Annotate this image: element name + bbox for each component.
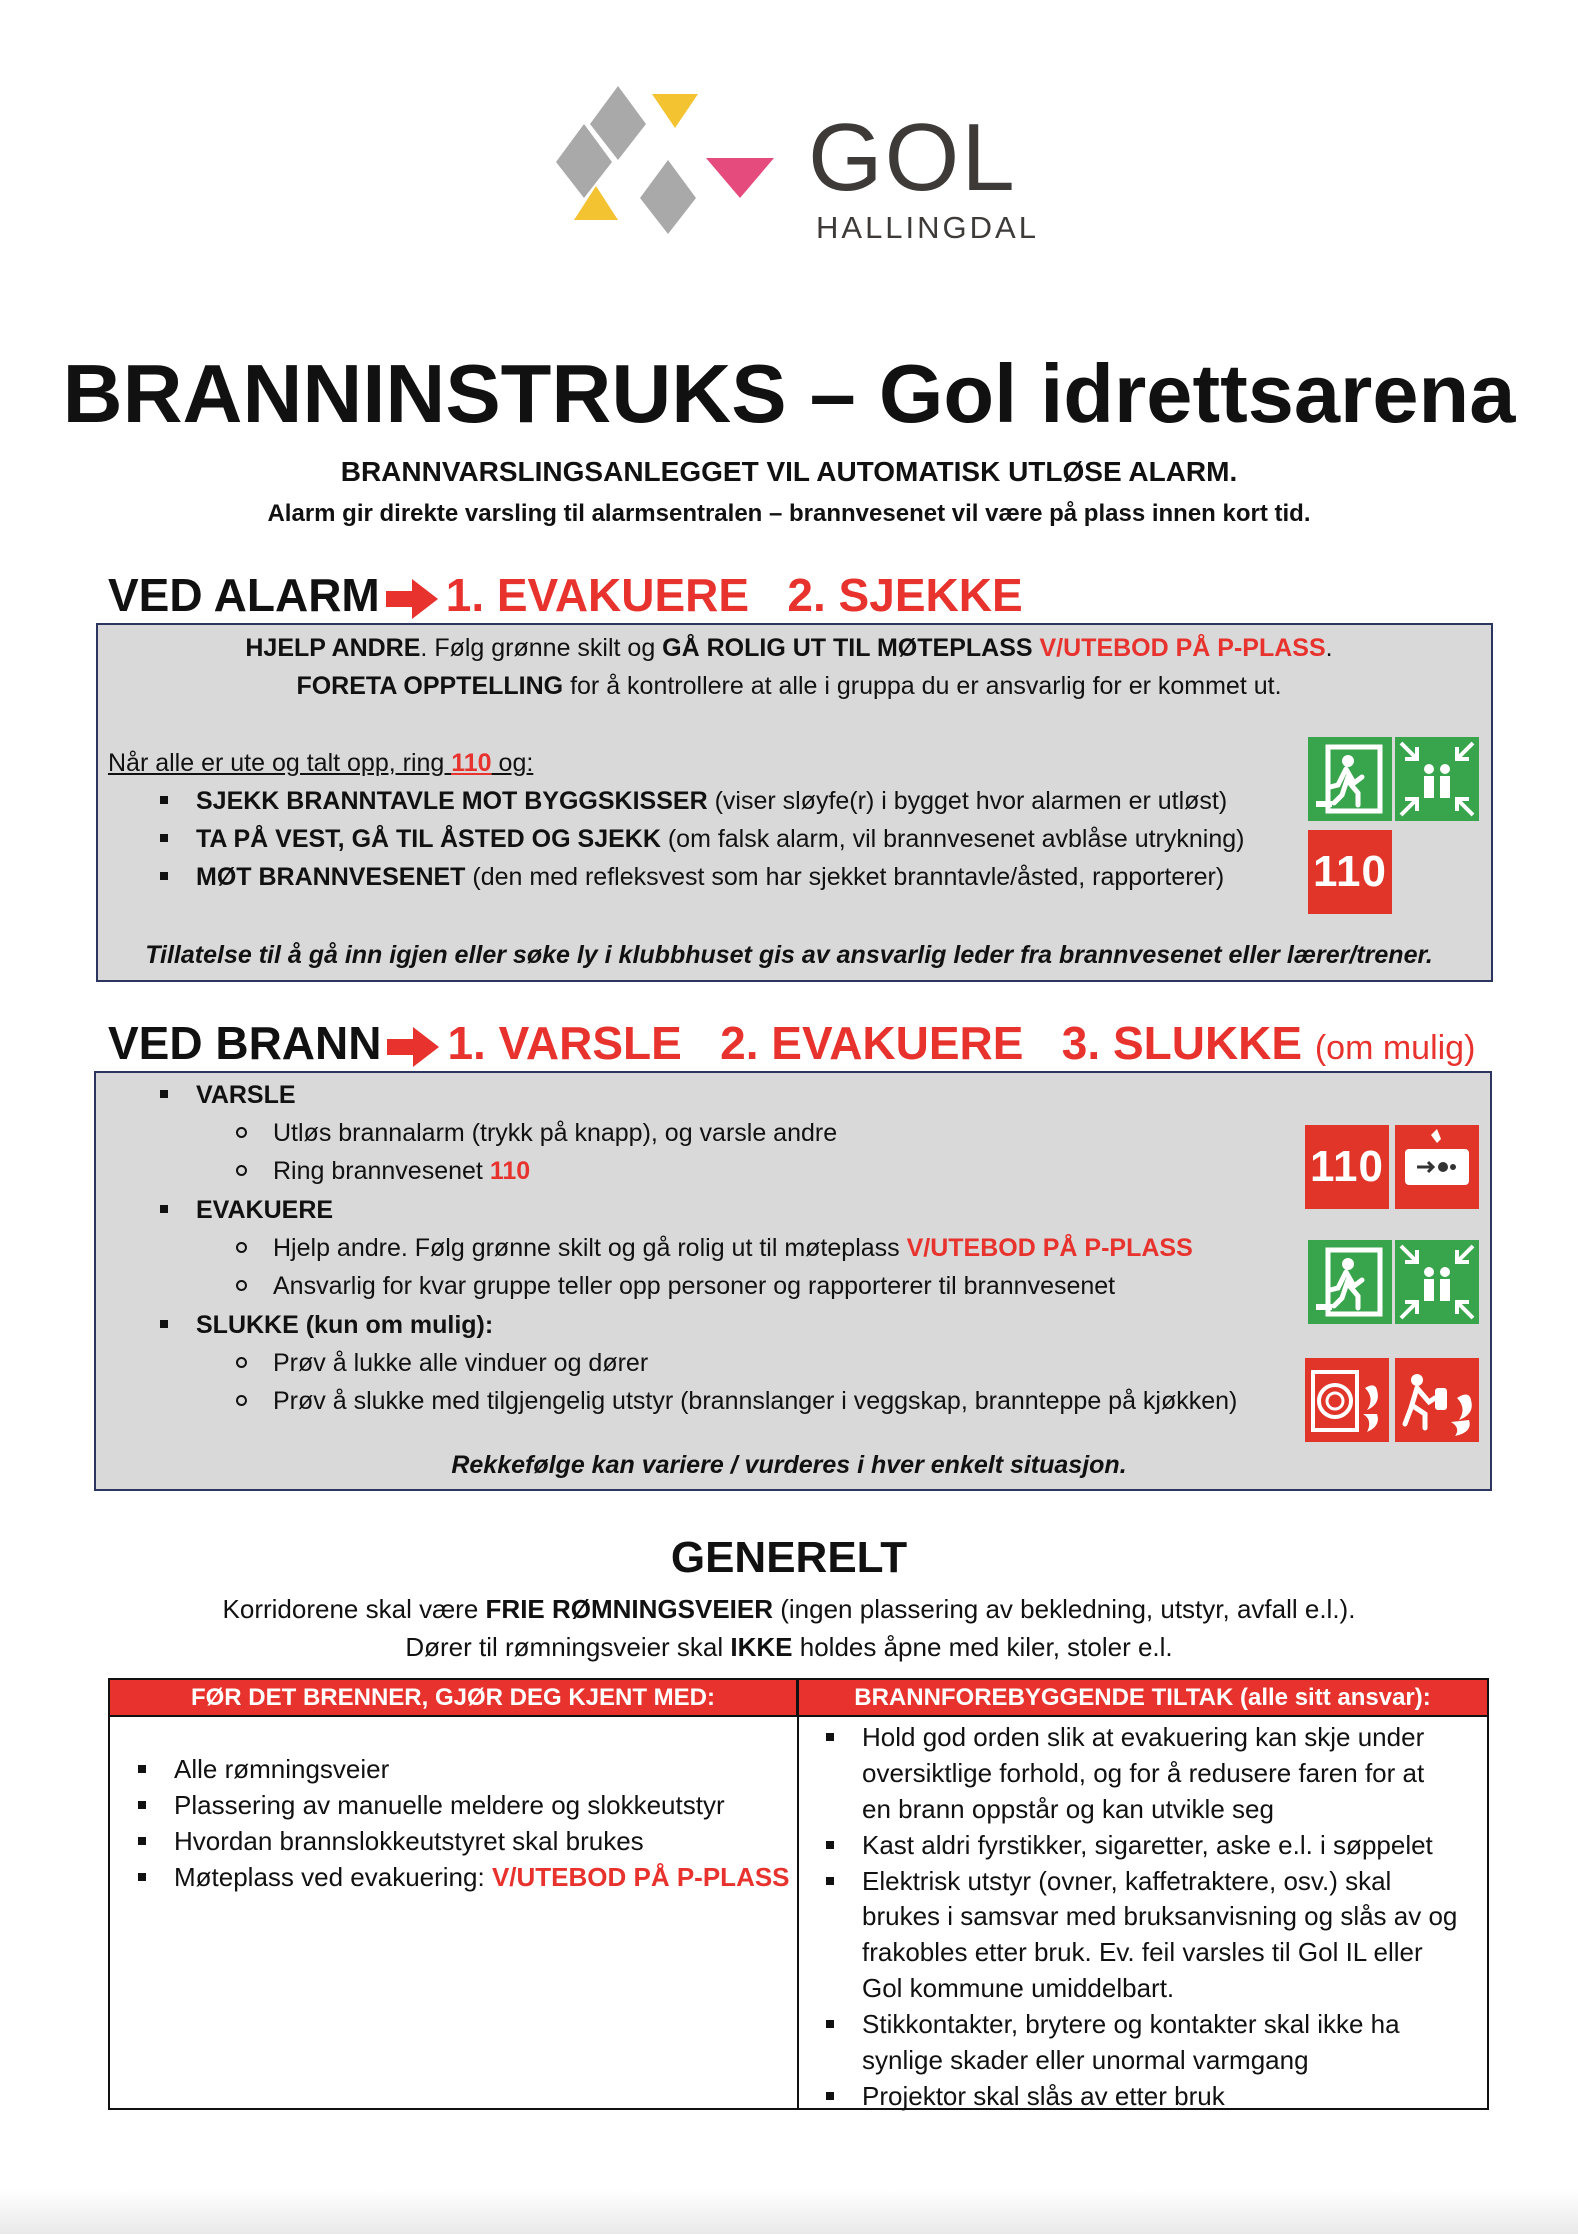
fire-slukke-2-text: Prøv å slukke med tilgjengelig utstyr (brannslanger i veggskap, brannteppe på kjøkken) bbox=[273, 1387, 1238, 1415]
alarm-call-line bbox=[108, 748, 533, 778]
alarm-item-2-bold: TA PÅ VEST, GÅ TIL ÅSTED OG SJEKK bbox=[196, 825, 661, 853]
bullet-icon bbox=[160, 834, 168, 842]
alarm-line-2 bbox=[0, 671, 1578, 701]
bullet-icon bbox=[160, 1090, 168, 1098]
alarm-line-2-b: for å kontrollere at alle i gruppa du er ansvarlig for er kommet ut. bbox=[563, 672, 1282, 700]
generelt-line-1 bbox=[0, 1594, 1578, 1625]
assembly-point-sign-icon bbox=[1395, 737, 1479, 821]
circle-bullet-icon bbox=[236, 1165, 247, 1176]
fire-evakuere-1-place: V/UTEBOD PÅ P-PLASS bbox=[906, 1234, 1193, 1262]
bullet-icon bbox=[160, 872, 168, 880]
emergency-exit-sign-icon bbox=[1308, 1240, 1392, 1324]
page-subtitle: BRANNVARSLINGSANLEGGET VIL AUTOMATISK UTLØSE ALARM. bbox=[340, 456, 1238, 487]
generelt-line-2-b: IKKE bbox=[730, 1632, 793, 1662]
list-item-cont: frakobles etter bruk. Ev. feil varsles til Gol IL eller bbox=[862, 1937, 1423, 1968]
bullet-icon bbox=[826, 1733, 834, 1741]
list-item-text: Stikkontakter, brytere og kontakter skal ikke ha bbox=[862, 2009, 1400, 2039]
meeting-place: V/UTEBOD PÅ P-PLASS bbox=[491, 1861, 790, 1892]
alarm-call-c: og: bbox=[491, 749, 534, 777]
fire-extinguisher-sign-icon bbox=[1395, 1358, 1479, 1442]
emergency-110-sign: 110 bbox=[1308, 830, 1392, 914]
fire-alarm-button-sign-icon bbox=[1395, 1125, 1479, 1209]
assembly-point-sign-icon bbox=[1395, 1240, 1479, 1324]
circle-bullet-icon bbox=[236, 1280, 247, 1291]
alarm-item-1-rest: (viser sløyfe(r) i bygget hvor alarmen er utløst) bbox=[707, 787, 1228, 815]
fire-evakuere-1-text: Hjelp andre. Følg grønne skilt og gå rolig ut til møteplass bbox=[273, 1234, 907, 1262]
generelt-table bbox=[108, 1678, 1489, 2110]
bullet-icon bbox=[138, 1801, 146, 1809]
generelt-line-1-a: Korridorene skal være bbox=[222, 1594, 486, 1624]
alarm-heading-steps: 1. EVAKUERE 2. SJEKKE bbox=[445, 569, 1023, 621]
generelt-line-2-c: holdes åpne med kiler, stoler e.l. bbox=[792, 1632, 1173, 1662]
list-item bbox=[826, 1828, 1457, 1864]
logo-diamond-grey-3 bbox=[640, 160, 696, 234]
alarm-item-1 bbox=[160, 786, 1227, 816]
fire-varsle-2-text: Ring brannvesenet bbox=[273, 1157, 490, 1185]
alarm-line-1-b: . Følg grønne skilt og bbox=[420, 634, 663, 662]
bullet-icon bbox=[138, 1837, 146, 1845]
bullet-icon bbox=[160, 1320, 168, 1328]
generelt-line-2-a: Dører til rømningsveier skal bbox=[405, 1632, 731, 1662]
page-bottom-shade bbox=[0, 2190, 1578, 2234]
fire-evakuere-2-text: Ansvarlig for kvar gruppe teller opp personer og rapporterer til brannvesenet bbox=[273, 1272, 1116, 1300]
fire-hose-sign-icon bbox=[1305, 1358, 1389, 1442]
alarm-item-2 bbox=[160, 824, 1244, 854]
bullet-icon bbox=[160, 796, 168, 804]
fire-varsle-2-number: 110 bbox=[489, 1157, 531, 1185]
alarm-note: Tillatelse til å gå inn igjen eller søke ly i klubbhuset gis av ansvarlig leder fra brannvesenet eller lærer/trener. bbox=[145, 941, 1433, 969]
alarm-item-3-bold: MØT BRANNVESENET bbox=[196, 863, 466, 891]
fire-evakuere-2 bbox=[236, 1271, 1115, 1301]
fire-heading-note: (om mulig) bbox=[1314, 1029, 1476, 1067]
list-item-text: Kast aldri fyrstikker, sigaretter, aske e.l. i søppelet bbox=[862, 1829, 1433, 1860]
circle-bullet-icon bbox=[236, 1127, 247, 1138]
alarm-item-1-bold: SJEKK BRANNTAVLE MOT BYGGSKISSER bbox=[196, 787, 708, 815]
bullet-icon bbox=[138, 1765, 146, 1773]
bullet-icon bbox=[826, 1877, 834, 1885]
red-arrow-icon bbox=[387, 1027, 439, 1067]
bullet-icon bbox=[826, 1841, 834, 1849]
logo-triangle-pink bbox=[706, 158, 774, 198]
emergency-110-sign: 110 bbox=[1305, 1125, 1389, 1209]
fire-varsle-1 bbox=[236, 1118, 837, 1148]
logo-triangle-yellow-top bbox=[652, 94, 698, 128]
list-item bbox=[826, 1720, 1457, 1756]
list-item bbox=[138, 1860, 790, 1896]
fire-note: Rekkefølge kan variere / vurderes i hver enkelt situasjon. bbox=[451, 1451, 1127, 1479]
generelt-line-2 bbox=[0, 1632, 1578, 1663]
fire-slukke-1-text: Prøv å lukke alle vinduer og dører bbox=[273, 1349, 649, 1377]
alarm-line-1 bbox=[0, 633, 1578, 663]
alarm-call-a: Når alle er ute og talt opp, ring bbox=[108, 749, 452, 777]
list-item-cont: Gol kommune umiddelbart. bbox=[862, 1973, 1175, 2004]
gol-logo-mark bbox=[556, 86, 781, 246]
alarm-line-2-a: FORETA OPPTELLING bbox=[296, 672, 564, 700]
alarm-item-3-rest: (den med refleksvest som har sjekket branntavle/åsted, rapporterer) bbox=[465, 863, 1225, 891]
generelt-line-1-b: FRIE RØMNINGSVEIER bbox=[485, 1594, 774, 1624]
alarm-line-1-a: HJELP ANDRE bbox=[245, 634, 421, 662]
list-item bbox=[138, 1788, 790, 1824]
list-item-text: Hold god orden slik at evakuering kan skje under bbox=[862, 1722, 1425, 1752]
fire-slukke bbox=[160, 1310, 493, 1340]
bullet-icon bbox=[826, 2020, 834, 2028]
list-item bbox=[826, 2079, 1457, 2115]
table-col2 bbox=[826, 1720, 1457, 2115]
alarm-item-2-rest: (om falsk alarm, vil brannvesenet avblåse utrykning) bbox=[660, 825, 1245, 853]
circle-bullet-icon bbox=[236, 1242, 247, 1253]
fire-heading-label: VED BRANN bbox=[108, 1017, 382, 1069]
logo-wordmark: GOL bbox=[808, 104, 1017, 211]
fire-heading bbox=[108, 1017, 1476, 1069]
list-item bbox=[826, 2007, 1457, 2043]
logo-subtitle: HALLINGDAL bbox=[816, 210, 1039, 245]
table-col1 bbox=[138, 1752, 790, 1896]
alarm-line-1-c: GÅ ROLIG UT TIL MØTEPLASS bbox=[662, 634, 1040, 662]
list-item-text: Elektrisk utstyr (ovner, kaffetraktere, osv.) skal bbox=[862, 1865, 1392, 1896]
alarm-line-1-d: V/UTEBOD PÅ P-PLASS bbox=[1039, 634, 1326, 662]
fire-slukke-1 bbox=[236, 1348, 648, 1378]
fire-varsle-label: VARSLE bbox=[196, 1081, 296, 1109]
generelt-title: GENERELT bbox=[670, 1533, 908, 1582]
fire-evakuere-label: EVAKUERE bbox=[196, 1196, 334, 1224]
fire-heading-steps: 1. VARSLE 2. EVAKUERE 3. SLUKKE bbox=[447, 1017, 1303, 1069]
alarm-line-1-e: . bbox=[1325, 634, 1333, 662]
list-item bbox=[138, 1752, 790, 1788]
table-header-col2: BRANNFOREBYGGENDE TILTAK (alle sitt ansvar): bbox=[798, 1680, 1487, 1715]
list-item-cont: synlige skader eller unormal varmgang bbox=[862, 2044, 1309, 2075]
list-item-cont: en brann oppstår og kan utvikle seg bbox=[862, 1793, 1274, 1824]
fire-evakuere bbox=[160, 1195, 333, 1225]
list-item-text: Hvordan brannslokkeutstyret skal brukes bbox=[174, 1825, 644, 1856]
alarm-call-number: 110 bbox=[451, 749, 492, 777]
bullet-icon bbox=[138, 1873, 146, 1881]
list-item-cont: oversiktlige forhold, og for å redusere faren for at bbox=[862, 1757, 1425, 1788]
fire-slukke-label: SLUKKE (kun om mulig): bbox=[196, 1311, 494, 1339]
bullet-icon bbox=[160, 1205, 168, 1213]
list-item bbox=[138, 1824, 790, 1860]
table-column-divider bbox=[797, 1680, 799, 2108]
page-title: BRANNINSTRUKS – Gol idrettsarena bbox=[62, 347, 1516, 440]
list-item-text: Møteplass ved evakuering: bbox=[174, 1861, 492, 1892]
circle-bullet-icon bbox=[236, 1357, 247, 1368]
alarm-item-3 bbox=[160, 862, 1224, 892]
list-item-text: Projektor skal slås av etter bruk bbox=[862, 2080, 1225, 2111]
fire-varsle-2 bbox=[236, 1156, 530, 1186]
list-item-cont: brukes i samsvar med bruksanvisning og slås av og bbox=[862, 1901, 1458, 1932]
emergency-exit-sign-icon bbox=[1308, 737, 1392, 821]
alarm-heading-label: VED ALARM bbox=[108, 569, 380, 621]
alarm-heading bbox=[108, 569, 1023, 621]
fire-slukke-2 bbox=[236, 1386, 1237, 1416]
bullet-icon bbox=[826, 2092, 834, 2100]
list-item bbox=[826, 1864, 1457, 1900]
fire-evakuere-1 bbox=[236, 1233, 1193, 1263]
fire-varsle bbox=[160, 1080, 296, 1110]
fire-varsle-1-text: Utløs brannalarm (trykk på knapp), og varsle andre bbox=[273, 1119, 838, 1147]
circle-bullet-icon bbox=[236, 1395, 247, 1406]
list-item-text: Alle rømningsveier bbox=[174, 1754, 390, 1784]
generelt-line-1-c: (ingen plassering av bekledning, utstyr, avfall e.l.). bbox=[773, 1594, 1356, 1624]
page-subline: Alarm gir direkte varsling til alarmsentralen – brannvesenet vil være på plass innen kort tid. bbox=[267, 500, 1311, 527]
list-item-text: Plassering av manuelle meldere og slokkeutstyr bbox=[174, 1789, 725, 1820]
table-header-col1: FØR DET BRENNER, GJØR DEG KJENT MED: bbox=[110, 1680, 798, 1715]
red-arrow-icon bbox=[386, 579, 438, 619]
